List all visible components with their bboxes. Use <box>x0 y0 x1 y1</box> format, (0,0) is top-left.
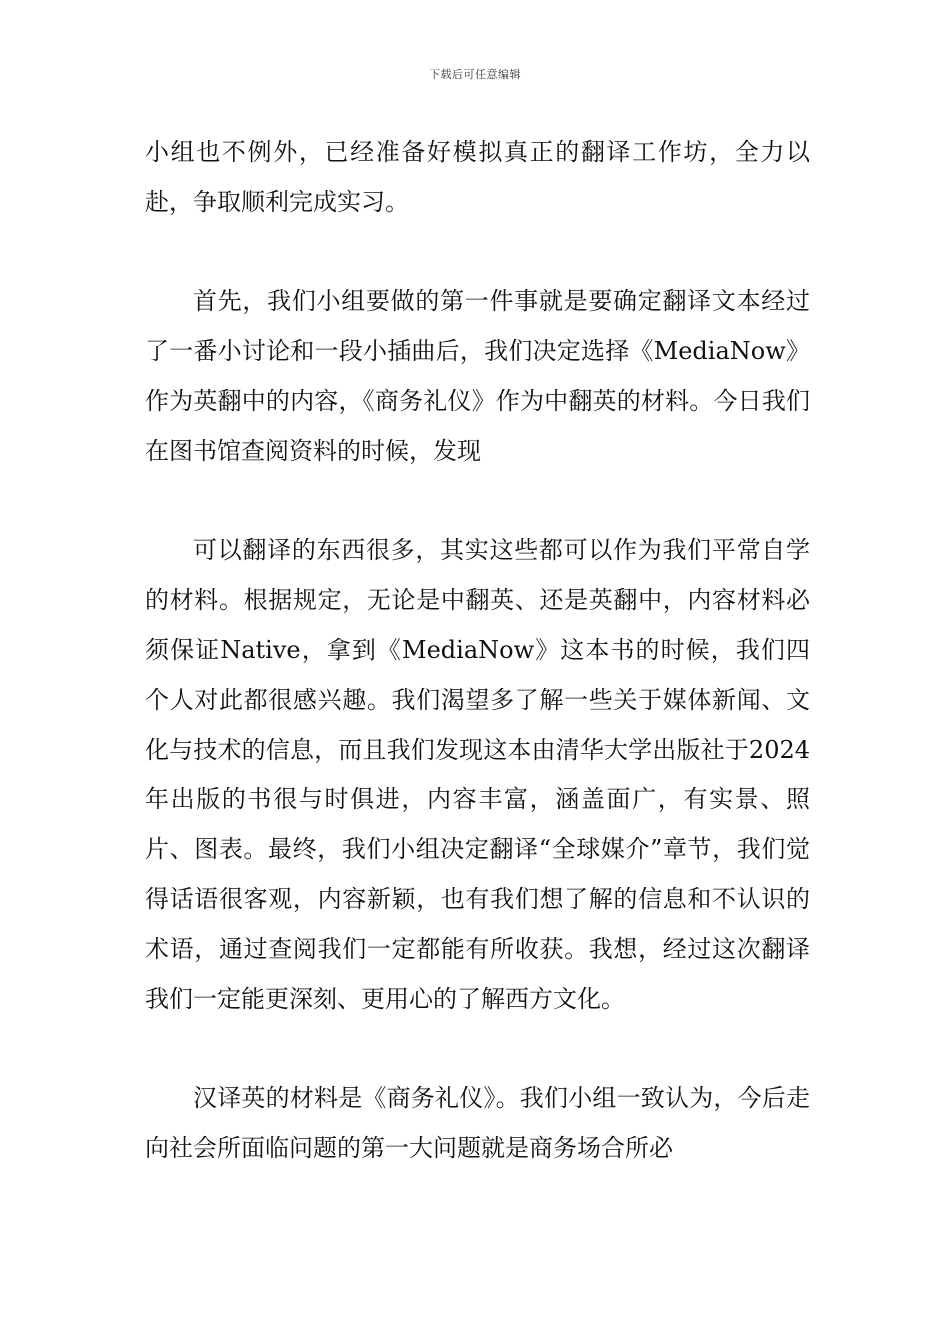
paragraph-1: 小组也不例外，已经准备好模拟真正的翻译工作坊，全力以赴，争取顺利完成实习。 <box>145 138 810 216</box>
paragraph-spacer <box>145 228 810 278</box>
paragraph-spacer <box>145 1024 810 1074</box>
document-body <box>145 128 810 1174</box>
paragraph-4: 汉译英的材料是《商务礼仪》。我们小组一致认为，今后走向社会所面临问题的第一大问题就是商务场合所必 <box>145 1084 810 1162</box>
page-header: 下载后可任意编辑 <box>429 68 521 81</box>
paragraph-spacer <box>145 477 810 527</box>
paragraph-2: 首先，我们小组要做的第一件事就是要确定翻译文本经过了一番小讨论和一段小插曲后，我们决定选择《MediaNow》作为英翻中的内容，《商务礼仪》作为中翻英的材料。今日我们在图书馆查阅资料的时候，发现 <box>145 287 810 465</box>
paragraph-3: 可以翻译的东西很多，其实这些都可以作为我们平常自学的材料。根据规定，无论是中翻英、还是英翻中，内容材料必须保证Native，拿到《MediaNow》这本书的时候，我们四个人对此都很感兴趣。我们渴望多了解一些关于媒体新闻、文化与技术的信息，而且我们发现这本由清华大学出版社于2024年出版的书很与时俱进，内容丰富，涵盖面广，有实景、照片、图表。最终，我们小组决定翻译“全球媒介”章节，我们觉得话语很客观，内容新颖，也有我们想了解的信息和不认识的术语，通过查阅我们一定都能有所收获。我想，经过这次翻译我们一定能更深刻、更用心的了解西方文化。 <box>145 536 810 1013</box>
